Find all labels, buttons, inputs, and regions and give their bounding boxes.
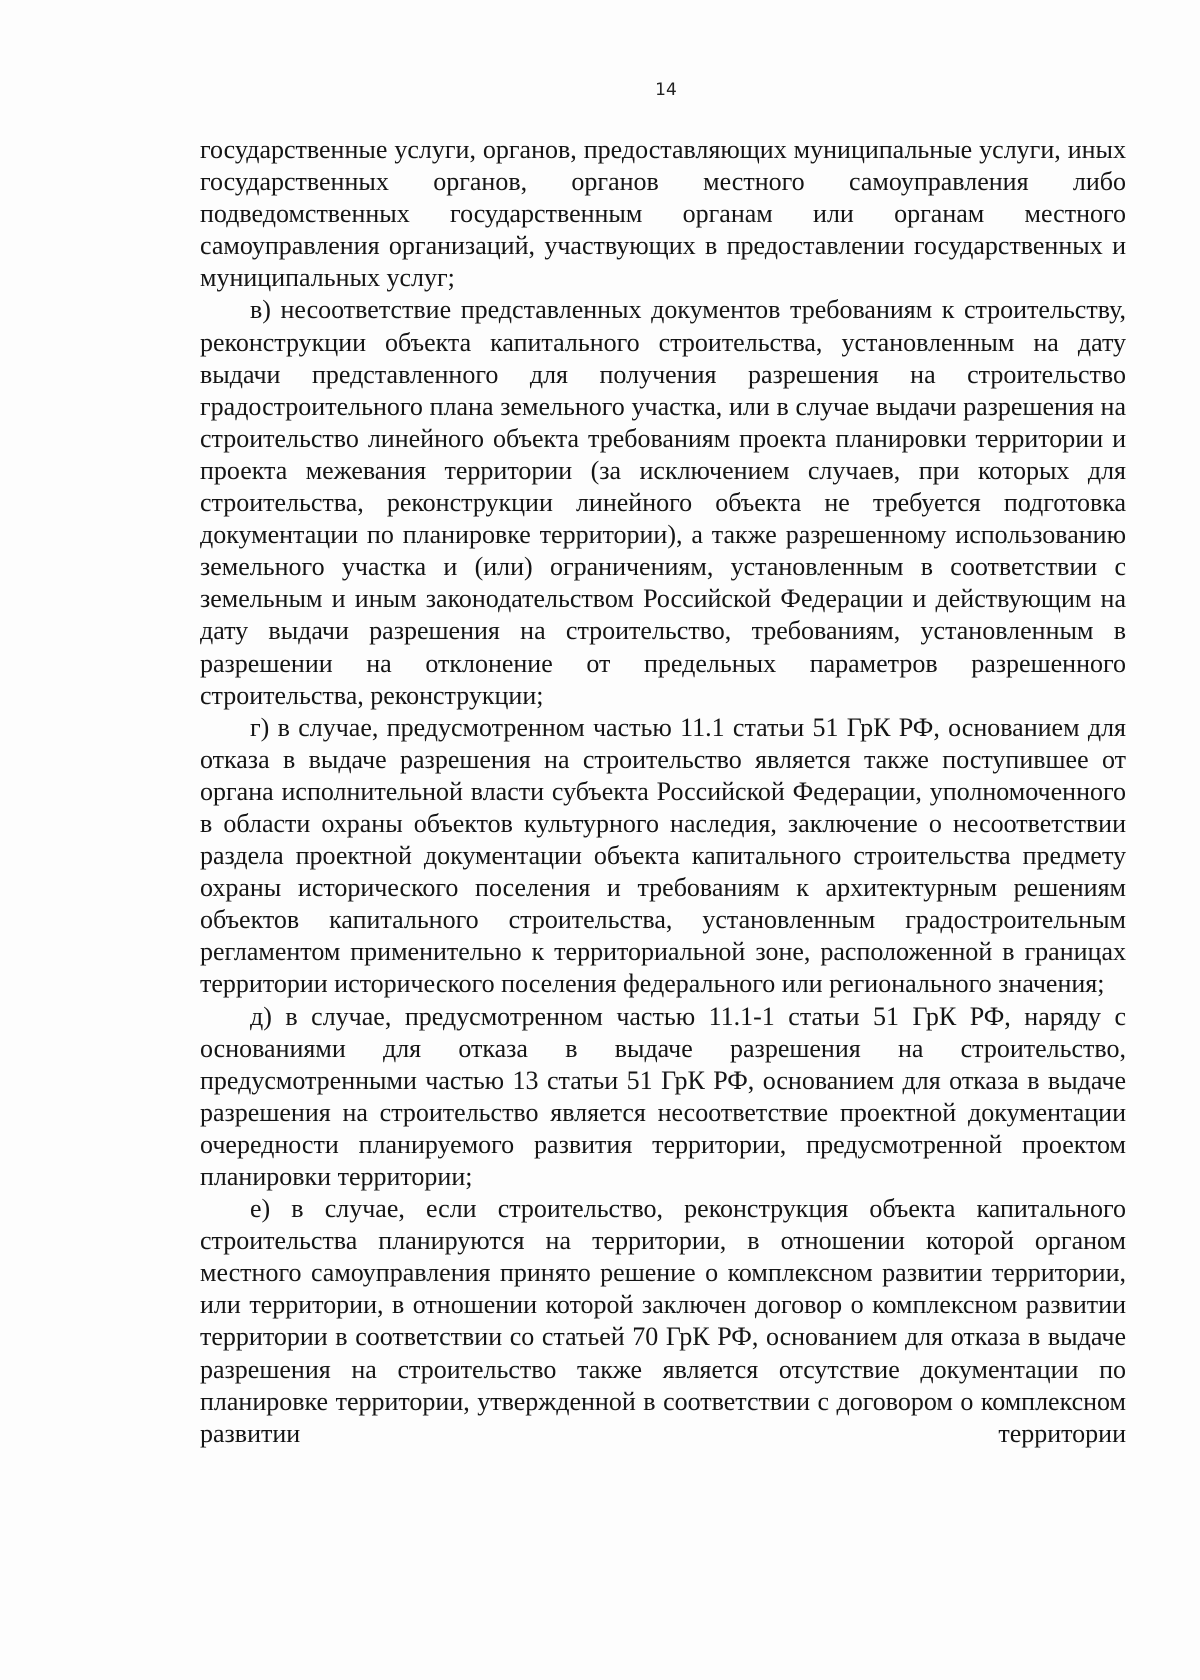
- paragraph-item-v: в) несоответствие представленных документов требованиям к строительству, реконструкции объекта капитального строительства, установленным на дату выдачи представленного для получения разрешения на строительство градостроительного плана земельного участка, или в случае выдачи разрешения на строительство линейного объекта требованиям проекта планировки территории и проекта межевания территории (за исключением случаев, при которых для строительства, реконструкции линейного объекта не требуется подготовка документации по планировке территории), а также разрешенному использованию земельного участка и (или) ограничениям, установленным в соответствии с земельным и иным законодательством Российской Федерации и действующим на дату выдачи разрешения на строительство, требованиям, установленным в разрешении на отклонение от предельных параметров разрешенного строительства, реконструкции;: [200, 295, 1126, 710]
- paragraph-item-d: д) в случае, предусмотренном частью 11.1-1 статьи 51 ГрК РФ, наряду с основаниями для отказа в выдаче разрешения на строительство, предусмотренными частью 13 статьи 51 ГрК РФ, основанием для отказа в выдаче разрешения на строительство является несоответствие проектной документации очередности планируемого развития территории, предусмотренной проектом планировки территории;: [200, 1001, 1126, 1191]
- paragraph-continuation: государственные услуги, органов, предоставляющих муниципальные услуги, иных государственных органов, органов местного самоуправления либо подведомственных государственным органам или органам местного самоуправления организаций, участвующих в предоставлении государственных и муниципальных услуг;: [200, 135, 1126, 293]
- document-body: [200, 134, 1126, 1450]
- paragraph-item-g: г) в случае, предусмотренном частью 11.1 статьи 51 ГрК РФ, основанием для отказа в выдаче разрешения на строительство является также поступившее от органа исполнительной власти субъекта Российской Федерации, уполномоченного в области охраны объектов культурного наследия, заключение о несоответствии раздела проектной документации объекта капитального строительства предмету охраны исторического поселения и требованиям к архитектурным решениям объектов капитального строительства, установленным градостроительным регламентом применительно к территориальной зоне, расположенной в границах территории исторического поселения федерального или регионального значения;: [200, 712, 1126, 999]
- page-number: 14: [655, 80, 677, 100]
- paragraph-item-e: е) в случае, если строительство, реконструкция объекта капитального строительства планируются на территории, в отношении которой органом местного самоуправления принято решение о комплексном развитии территории, или территории, в отношении которой заключен договор о комплексном развитии территории в соответствии со статьей 70 ГрК РФ, основанием для отказа в выдаче разрешения на строительство также является отсутствие документации по планировке территории, утвержденной в соответствии с договором о комплексном развитии территории: [200, 1194, 1126, 1448]
